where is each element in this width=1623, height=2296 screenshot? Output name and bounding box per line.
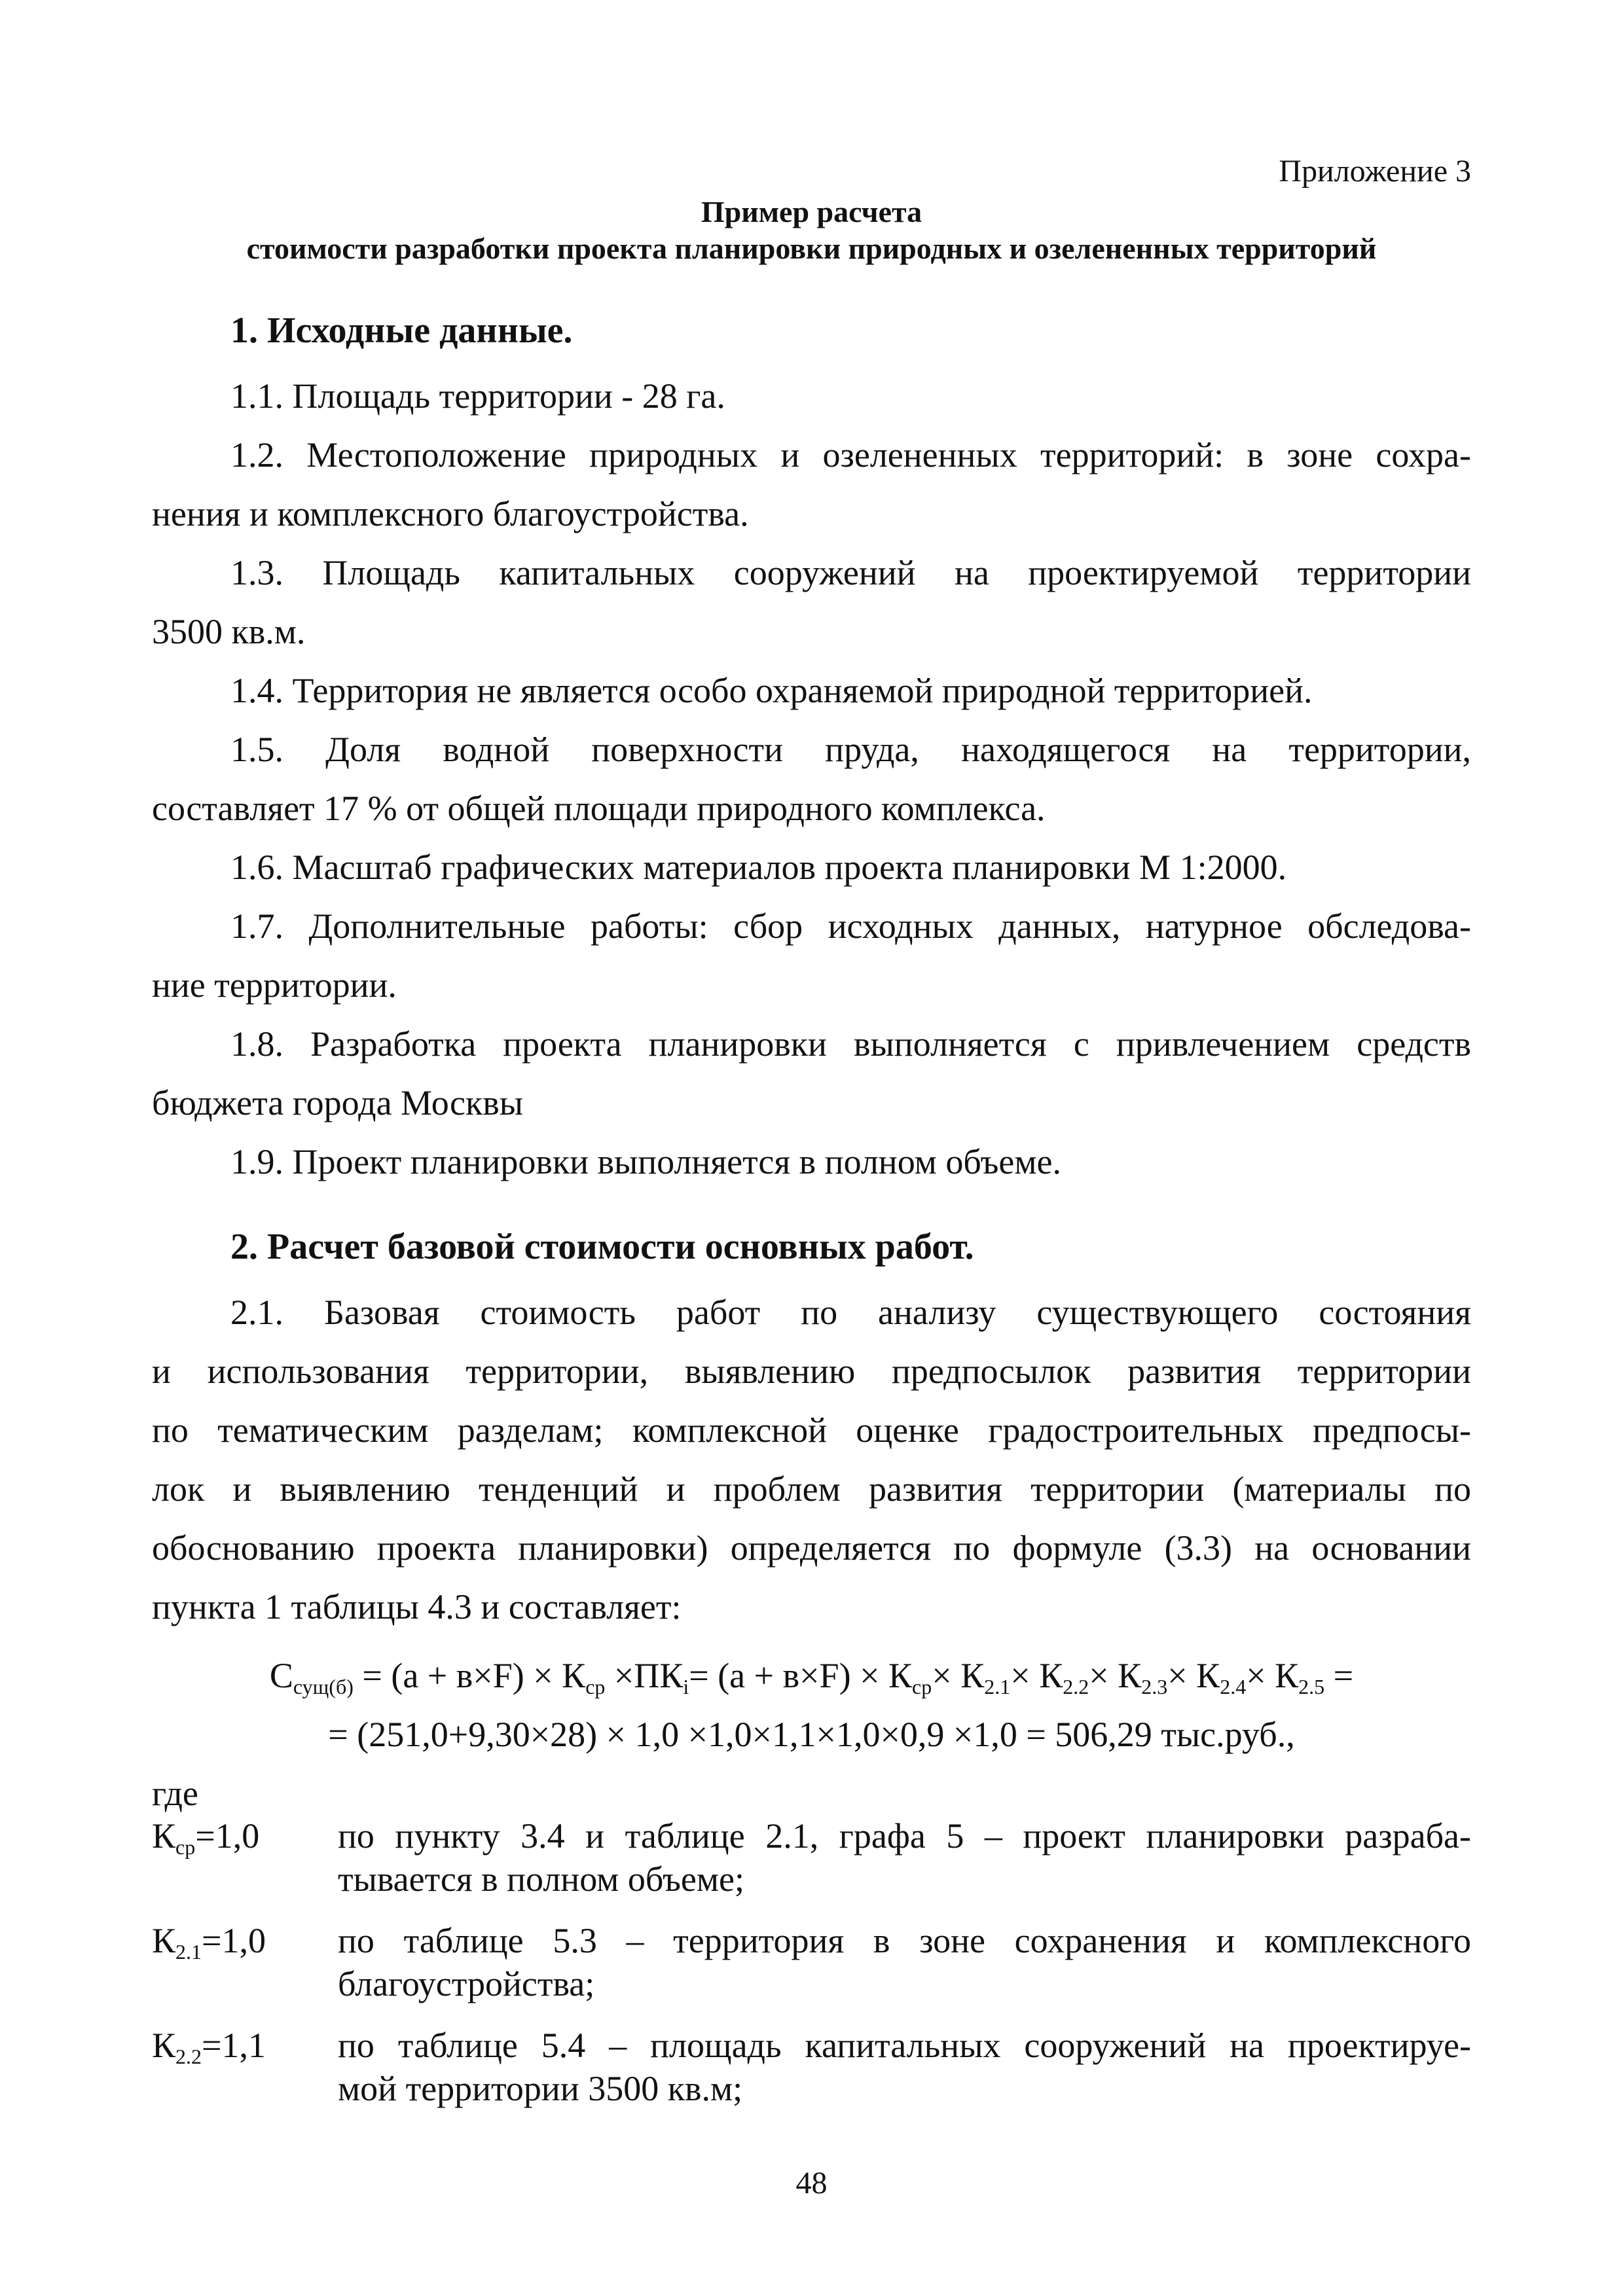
- formula-text: × К: [932, 1656, 985, 1695]
- document-subtitle: стоимости разработки проекта планировки природных и озелененных территорий: [246, 232, 1377, 265]
- section-2-heading: 2. Расчет базовой стоимости основных работ.: [230, 1227, 974, 1267]
- paragraph-line: обоснованию проекта планировки) определяется по формуле (3.3) на основании: [152, 1528, 1471, 1568]
- item-1-5: [152, 720, 1471, 838]
- item-line: 1.4. Территория не является особо охраняемой природной территорией.: [230, 671, 1313, 710]
- item-1-9: [152, 1132, 1471, 1191]
- formula-subscript: ср: [585, 1675, 606, 1698]
- coefficient-label: [152, 1919, 335, 1962]
- coefficient-subscript: ср: [175, 1835, 196, 1859]
- coefficient-description: [338, 1814, 1471, 1901]
- item-line: 3500 кв.м.: [152, 612, 306, 651]
- paragraph-line: по тематическим разделам; комплексной оценке градостроительных предпосы-: [152, 1410, 1471, 1450]
- formula-text: × К: [1167, 1656, 1220, 1695]
- coefficient-desc-line: по таблице 5.3 – территория в зоне сохранения и комплексного: [338, 1921, 1471, 1960]
- coefficient-description: [338, 2024, 1471, 2110]
- coefficient-symbol: К: [152, 1921, 176, 1960]
- coefficient-description: [338, 1919, 1471, 2005]
- item-1-3: [152, 543, 1471, 661]
- coefficient-value: =1,0: [195, 1816, 260, 1856]
- formula-subscript: i: [683, 1675, 689, 1698]
- formula-text: × К: [1089, 1656, 1142, 1695]
- item-line: 1.8. Разработка проекта планировки выполняется с привлечением средств: [230, 1024, 1471, 1064]
- where-label: где: [152, 1774, 198, 1813]
- item-1-6: [152, 838, 1471, 897]
- item-line: 1.3. Площадь капитальных сооружений на проектируемой территории: [230, 553, 1471, 592]
- coefficient-value: =1,0: [202, 1921, 266, 1960]
- coefficient-subscript: 2.2: [175, 2045, 202, 2068]
- coefficient-symbol: К: [152, 1816, 176, 1856]
- coefficient-desc-line: благоустройства;: [338, 1964, 595, 2003]
- formula-subscript: 2.2: [1063, 1675, 1089, 1698]
- formula-subscript: ср: [912, 1675, 932, 1698]
- item-1-1: [152, 367, 1471, 425]
- formula-symbol: С: [269, 1656, 293, 1695]
- item-line: 1.7. Дополнительные работы: сбор исходных данных, натурное обследова-: [230, 906, 1471, 946]
- paragraph-line: 2.1. Базовая стоимость работ по анализу существующего состояния: [230, 1293, 1471, 1332]
- coefficient-symbol: К: [152, 2026, 176, 2065]
- section-1-items: [152, 367, 1471, 1191]
- item-1-8: [152, 1014, 1471, 1132]
- item-line: ние территории.: [152, 965, 397, 1005]
- coefficient-label: [152, 1814, 335, 1857]
- item-line: 1.9. Проект планировки выполняется в полном объеме.: [230, 1142, 1061, 1181]
- item-line: 1.1. Площадь территории - 28 га.: [230, 376, 725, 416]
- coefficient-value: =1,1: [202, 2026, 266, 2065]
- formula-text: = (а + в×F) × К: [689, 1656, 913, 1695]
- item-line: 1.5. Доля водной поверхности пруда, находящегося на территории,: [230, 730, 1471, 769]
- coefficient-desc-line: мой территории 3500 кв.м;: [338, 2069, 743, 2108]
- item-1-7: [152, 897, 1471, 1014]
- section-1-heading: 1. Исходные данные.: [230, 310, 573, 351]
- item-line: составляет 17 % от общей площади природного комплекса.: [152, 789, 1046, 828]
- formula-subscript: 2.5: [1298, 1675, 1325, 1698]
- item-line: 1.2. Местоположение природных и озелененных территорий: в зоне сохра-: [230, 435, 1471, 475]
- appendix-label: Приложение 3: [1279, 154, 1471, 188]
- item-1-2: [152, 425, 1471, 543]
- paragraph-line: лок и выявлению тенденций и проблем развития территории (материалы по: [152, 1469, 1471, 1509]
- coefficient-desc-line: по таблице 5.4 – площадь капитальных сооружений на проектируе-: [338, 2026, 1471, 2065]
- formula-text: × К: [1246, 1656, 1299, 1695]
- formula-text: ×ПК: [605, 1656, 684, 1695]
- page-number: 48: [795, 2166, 828, 2200]
- item-line: 1.6. Масштаб графических материалов проекта планировки М 1:2000.: [230, 848, 1287, 887]
- paragraph-2-1-text: [152, 1283, 1471, 1636]
- item-1-4: [152, 661, 1471, 720]
- paragraph-line: и использования территории, выявлению предпосылок развития территории: [152, 1352, 1471, 1391]
- item-line: бюджета города Москвы: [152, 1083, 524, 1122]
- formula-text: =: [1324, 1656, 1354, 1695]
- coefficient-subscript: 2.1: [175, 1940, 202, 1964]
- formula-line-1: [0, 1649, 1623, 1702]
- coefficient-desc-line: тывается в полном объеме;: [338, 1859, 744, 1899]
- formula-line-2: = (251,0+9,30×28) × 1,0 ×1,0×1,1×1,0×0,9 ×1,0 = 506,29 тыс.руб.,: [328, 1715, 1295, 1754]
- coefficient-label: [152, 2024, 335, 2067]
- formula-subscript: 2.1: [984, 1675, 1011, 1698]
- formula-subscript: 2.3: [1141, 1675, 1168, 1698]
- formula-text: × К: [1010, 1656, 1063, 1695]
- formula-subscript: 2.4: [1220, 1675, 1247, 1698]
- paragraph-2-1: [152, 1283, 1471, 1636]
- paragraph-line: пункта 1 таблицы 4.3 и составляет:: [152, 1587, 682, 1626]
- formula-subscript: сущ(б): [293, 1675, 354, 1698]
- coefficient-desc-line: по пункту 3.4 и таблице 2.1, графа 5 – проект планировки разраба-: [338, 1816, 1471, 1856]
- document-title: Пример расчета: [701, 195, 922, 228]
- item-line: нения и комплексного благоустройства.: [152, 494, 749, 533]
- formula-text: = (а + в×F) × К: [353, 1656, 586, 1695]
